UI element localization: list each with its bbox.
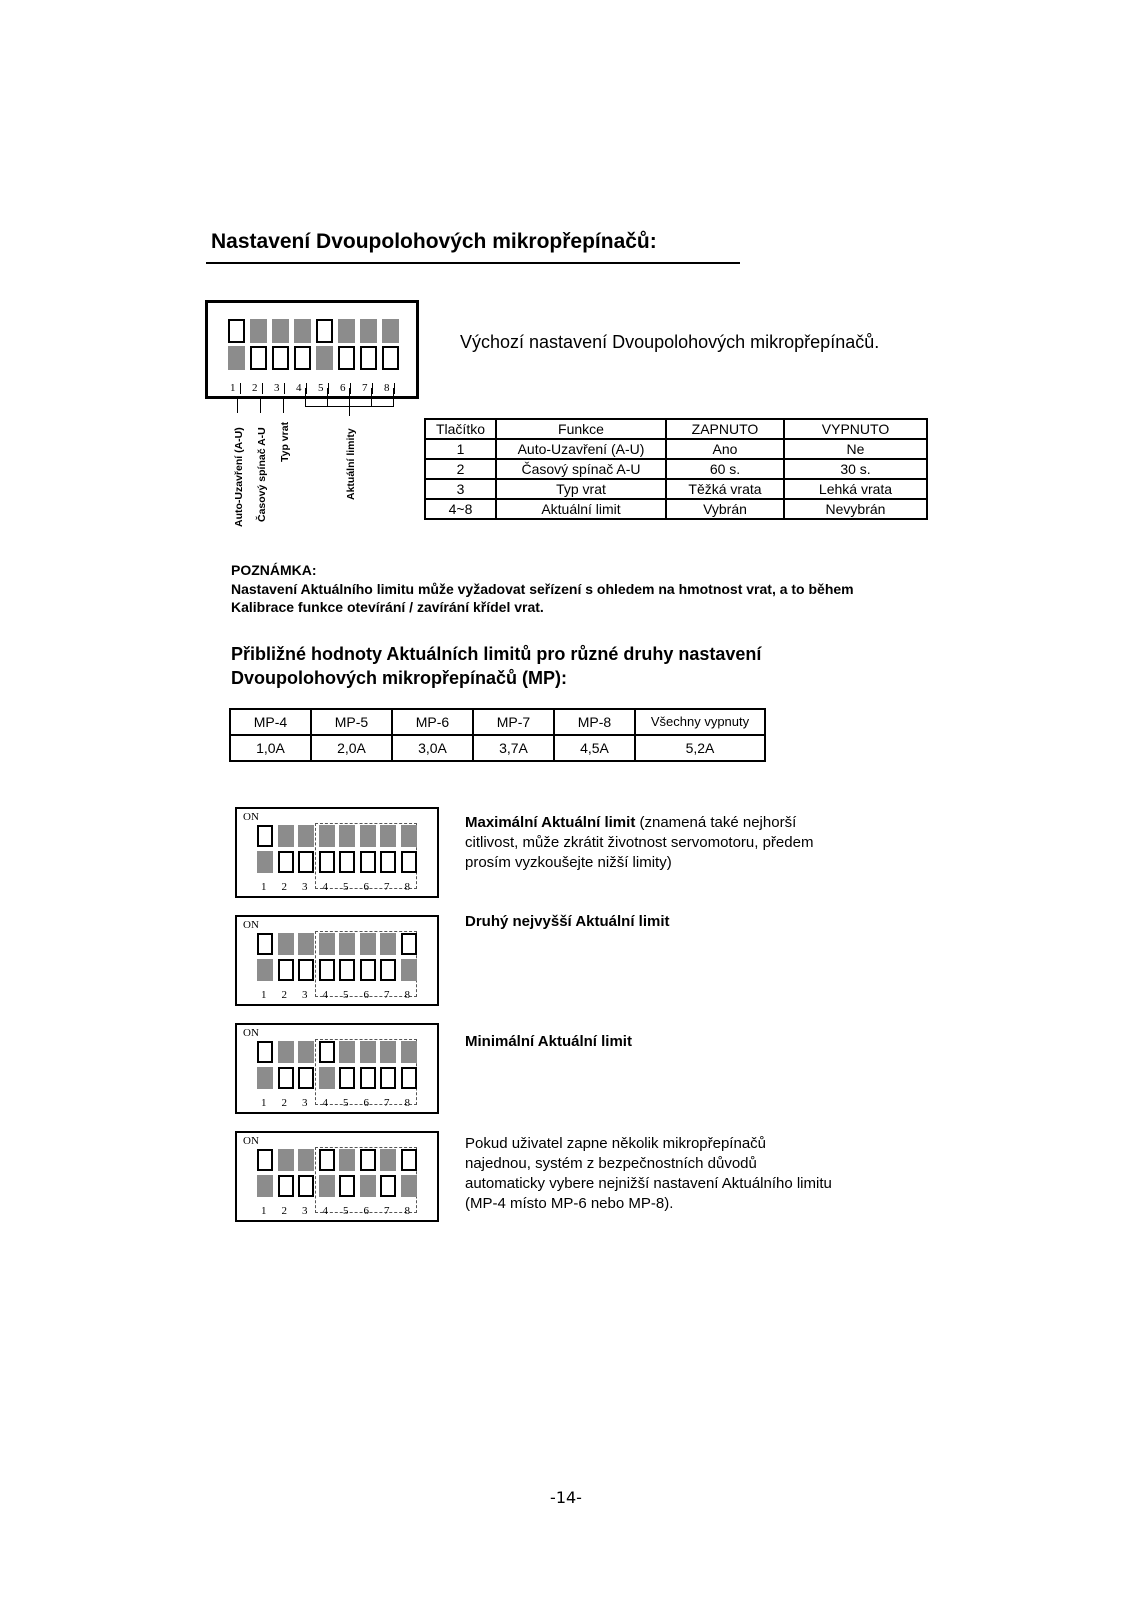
switch-2-lower	[278, 851, 294, 873]
table-cell: 1	[425, 439, 496, 459]
table-cell: Ne	[784, 439, 927, 459]
switch-2-lower	[250, 346, 267, 370]
switch-5-lower	[339, 959, 355, 981]
limits-header: Všechny vypnuty	[635, 709, 765, 735]
switch-2-upper	[278, 933, 294, 955]
example-dip-diagram-3	[235, 1023, 439, 1114]
switch-5-lower	[339, 1175, 355, 1197]
switch-5-upper	[316, 319, 333, 343]
title-underline	[206, 262, 740, 264]
table-cell: 30 s.	[784, 459, 927, 479]
switch-5-lower	[339, 851, 355, 873]
label-auto-close: Auto-Uzavření (A-U)	[233, 427, 245, 527]
table-cell: Ano	[666, 439, 784, 459]
switch-1-lower	[257, 851, 273, 873]
table-row	[425, 459, 927, 479]
switch-number: 3	[274, 382, 280, 394]
table-row	[425, 479, 927, 499]
switch-number: 2	[252, 382, 258, 394]
switch-number: 8	[404, 989, 410, 1001]
example-description-2	[465, 912, 835, 932]
example-dip-diagram-1	[235, 807, 439, 898]
switch-number: 1	[261, 1205, 267, 1217]
label-line-1	[237, 399, 238, 413]
switch-4-upper	[319, 933, 335, 955]
switch-2-upper	[278, 825, 294, 847]
switch-5-lower	[316, 346, 333, 370]
switch-1-upper	[257, 1041, 273, 1063]
switch-number: 3	[302, 989, 308, 1001]
table-cell: 3	[425, 479, 496, 499]
switch-6-upper	[360, 825, 376, 847]
switch-3-upper	[298, 825, 314, 847]
switch-number: 2	[281, 989, 287, 1001]
switch-2-upper	[278, 1149, 294, 1171]
switch-1-lower	[228, 346, 245, 370]
table-cell: 60 s.	[666, 459, 784, 479]
switch-3-lower	[298, 1067, 314, 1089]
example-description-1	[465, 813, 835, 873]
switch-7-lower	[380, 851, 396, 873]
switch-1-lower	[257, 1067, 273, 1089]
switch-number: 6	[363, 881, 369, 893]
switch-number: 2	[281, 1097, 287, 1109]
switch-7-lower	[380, 959, 396, 981]
switch-number: 2	[281, 1205, 287, 1217]
switch-number: 3	[302, 1097, 308, 1109]
limits-value: 3,7A	[473, 735, 554, 761]
switch-number: 7	[384, 989, 390, 1001]
switch-number: 3	[302, 1205, 308, 1217]
table-cell: Auto-Uzavření (A-U)	[496, 439, 666, 459]
settings-header-on: ZAPNUTO	[666, 419, 784, 439]
switch-6-upper	[360, 1149, 376, 1171]
example-description-text: (znamená také nejhorší citlivost, může zkrátit životnost servomotoru, předem prosím vyzkoušejte nižší limity)	[465, 814, 814, 871]
switch-number: 7	[384, 1205, 390, 1217]
switch-2-lower	[278, 1175, 294, 1197]
example-dip-diagram-4	[235, 1131, 439, 1222]
label-line-4	[305, 388, 306, 406]
limits-header: MP-4	[230, 709, 311, 735]
switch-number: 1	[261, 989, 267, 1001]
default-dip-switch-block	[205, 300, 419, 399]
switch-7-lower	[380, 1067, 396, 1089]
limits-header: MP-8	[554, 709, 635, 735]
switch-7-upper	[360, 319, 377, 343]
example-description-text: Pokud uživatel zapne několik mikropřepínačů najednou, systém z bezpečnostních důvodů automaticky vybere nejnižší nastavení Aktuálního limitu (MP-4 místo MP-6 nebo MP-8).	[465, 1135, 832, 1212]
switch-number: 6	[363, 1205, 369, 1217]
switch-2-lower	[278, 959, 294, 981]
label-gate-type: Typ vrat	[279, 421, 291, 462]
settings-table	[424, 418, 928, 520]
switch-7-lower	[360, 346, 377, 370]
switch-number: 1	[230, 382, 236, 394]
on-label: ON	[243, 811, 259, 823]
switch-number: 1	[261, 881, 267, 893]
table-cell: 2	[425, 459, 496, 479]
switch-number: 4	[322, 1205, 328, 1217]
switch-3-upper	[298, 1041, 314, 1063]
switch-number: 7	[384, 881, 390, 893]
limits-header: MP-6	[392, 709, 473, 735]
switch-number: 3	[302, 881, 308, 893]
switch-8-upper	[401, 933, 417, 955]
switch-6-lower	[360, 1067, 376, 1089]
switch-7-upper	[380, 1041, 396, 1063]
current-limits-table	[229, 708, 766, 762]
limits-header-row	[230, 709, 765, 735]
table-cell: Časový spínač A-U	[496, 459, 666, 479]
switch-number: 6	[363, 989, 369, 1001]
switch-7-upper	[380, 933, 396, 955]
switch-number: 5	[343, 881, 349, 893]
switch-number-tick	[328, 383, 329, 394]
table-cell: Těžká vrata	[666, 479, 784, 499]
limits-value: 4,5A	[554, 735, 635, 761]
limits-bracket-stem	[349, 406, 350, 416]
table-row	[425, 439, 927, 459]
switch-7-upper	[380, 1149, 396, 1171]
switch-3-lower	[272, 346, 289, 370]
switch-6-lower	[360, 1175, 376, 1197]
switch-4-lower	[319, 959, 335, 981]
limits-value: 2,0A	[311, 735, 392, 761]
switch-5-upper	[339, 1149, 355, 1171]
switch-5-upper	[339, 933, 355, 955]
limits-value: 5,2A	[635, 735, 765, 761]
switch-number: 7	[362, 382, 368, 394]
switch-6-lower	[338, 346, 355, 370]
switch-8-lower	[401, 959, 417, 981]
switch-8-upper	[401, 1149, 417, 1171]
switch-number: 5	[343, 1097, 349, 1109]
switch-number-tick	[394, 383, 395, 394]
example-description-bold: Maximální Aktuální limit	[465, 814, 636, 831]
label-current-limits: Aktuální limity	[345, 428, 357, 500]
switch-1-upper	[257, 933, 273, 955]
label-line-2	[260, 399, 261, 413]
switch-number: 8	[404, 1205, 410, 1217]
settings-header-function: Funkce	[496, 419, 666, 439]
switch-number-tick	[306, 383, 307, 394]
switch-number: 4	[322, 1097, 328, 1109]
switch-1-lower	[257, 1175, 273, 1197]
switch-2-lower	[278, 1067, 294, 1089]
switch-4-lower	[319, 1175, 335, 1197]
switch-number: 7	[384, 1097, 390, 1109]
switch-3-upper	[298, 1149, 314, 1171]
table-cell: Lehká vrata	[784, 479, 927, 499]
switch-8-lower	[401, 1067, 417, 1089]
switch-number: 1	[261, 1097, 267, 1109]
switch-number: 5	[318, 382, 324, 394]
example-dip-diagram-2	[235, 915, 439, 1006]
switch-5-upper	[339, 1041, 355, 1063]
table-row	[425, 499, 927, 519]
switch-8-upper	[401, 825, 417, 847]
switch-8-lower	[401, 851, 417, 873]
label-line-3	[283, 399, 284, 413]
switch-1-upper	[257, 1149, 273, 1171]
switch-3-lower	[298, 1175, 314, 1197]
example-description-4	[465, 1134, 835, 1214]
label-line-8	[393, 388, 394, 406]
switch-number-tick	[262, 383, 263, 394]
table-cell: Aktuální limit	[496, 499, 666, 519]
switch-8-lower	[401, 1175, 417, 1197]
note-heading: POZNÁMKA:	[231, 562, 317, 578]
switch-1-upper	[257, 825, 273, 847]
switch-number-tick	[240, 383, 241, 394]
switch-number: 8	[404, 881, 410, 893]
page-number: -14-	[550, 1488, 582, 1507]
page-title: Nastavení Dvoupolohových mikropřepínačů:	[211, 230, 657, 253]
switch-number: 6	[363, 1097, 369, 1109]
limits-title: Přibližné hodnoty Aktuálních limitů pro různé druhy nastavení Dvoupolohových mikropřepínačů (MP):	[231, 644, 762, 688]
table-cell: Typ vrat	[496, 479, 666, 499]
default-settings-caption: Výchozí nastavení Dvoupolohových mikropřepínačů.	[460, 332, 880, 352]
switch-8-lower	[382, 346, 399, 370]
switch-number: 8	[404, 1097, 410, 1109]
switch-4-lower	[319, 851, 335, 873]
switch-4-upper	[319, 1149, 335, 1171]
switch-6-upper	[360, 933, 376, 955]
switch-8-upper	[382, 319, 399, 343]
switch-3-upper	[272, 319, 289, 343]
switch-6-lower	[360, 851, 376, 873]
switch-1-upper	[228, 319, 245, 343]
switch-7-lower	[380, 1175, 396, 1197]
settings-header-row	[425, 419, 927, 439]
table-cell: Nevybrán	[784, 499, 927, 519]
settings-header-off: VYPNUTO	[784, 419, 927, 439]
example-description-bold: Minimální Aktuální limit	[465, 1033, 632, 1050]
switch-number: 2	[281, 881, 287, 893]
switch-1-lower	[257, 959, 273, 981]
switch-6-lower	[360, 959, 376, 981]
switch-4-upper	[319, 825, 335, 847]
limits-value: 1,0A	[230, 735, 311, 761]
settings-header-button: Tlačítko	[425, 419, 496, 439]
switch-4-lower	[319, 1067, 335, 1089]
switch-number: 4	[322, 881, 328, 893]
switch-3-upper	[298, 933, 314, 955]
switch-number: 8	[384, 382, 390, 394]
switch-2-upper	[250, 319, 267, 343]
switch-4-upper	[294, 319, 311, 343]
limits-value-row	[230, 735, 765, 761]
label-line-5	[327, 388, 328, 406]
switch-number-tick	[284, 383, 285, 394]
switch-5-lower	[339, 1067, 355, 1089]
on-label: ON	[243, 919, 259, 931]
switch-4-lower	[294, 346, 311, 370]
note-body: Nastavení Aktuálního limitu může vyžadovat seřízení s ohledem na hmotnost vrat, a to během Kalibrace funkce otevírání / zavírání křídel vrat.	[231, 581, 854, 615]
switch-3-lower	[298, 851, 314, 873]
switch-2-upper	[278, 1041, 294, 1063]
table-cell: 4~8	[425, 499, 496, 519]
switch-number: 4	[322, 989, 328, 1001]
limits-header: MP-5	[311, 709, 392, 735]
switch-number: 5	[343, 1205, 349, 1217]
example-description-3	[465, 1032, 835, 1052]
label-line-6	[349, 388, 350, 406]
switch-number: 6	[340, 382, 346, 394]
switch-5-upper	[339, 825, 355, 847]
limits-value: 3,0A	[392, 735, 473, 761]
label-timer: Časový spínač A-U	[256, 427, 268, 522]
switch-6-upper	[338, 319, 355, 343]
example-description-bold: Druhý nejvyšší Aktuální limit	[465, 913, 670, 930]
switch-8-upper	[401, 1041, 417, 1063]
switch-6-upper	[360, 1041, 376, 1063]
switch-number: 4	[296, 382, 302, 394]
switch-number-tick	[350, 383, 351, 394]
on-label: ON	[243, 1027, 259, 1039]
switch-7-upper	[380, 825, 396, 847]
switch-number-tick	[372, 383, 373, 394]
switch-3-lower	[298, 959, 314, 981]
switch-number: 5	[343, 989, 349, 1001]
on-label: ON	[243, 1135, 259, 1147]
switch-4-upper	[319, 1041, 335, 1063]
table-cell: Vybrán	[666, 499, 784, 519]
label-line-7	[371, 388, 372, 406]
limits-header: MP-7	[473, 709, 554, 735]
